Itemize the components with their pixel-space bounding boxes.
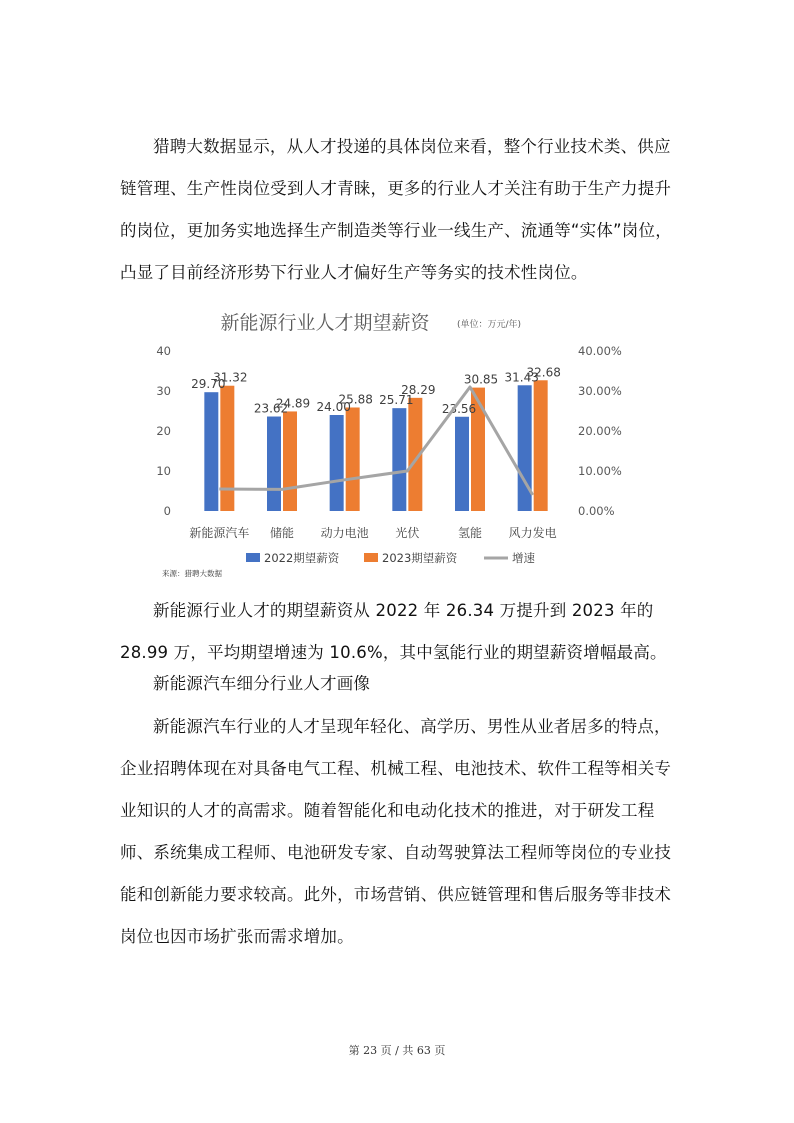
chart-source: 来源：猎聘大数据 [162,569,222,578]
y-tick-label: 20 [156,424,171,438]
bar-2022 [392,408,406,511]
x-tick-label: 氢能 [457,526,483,540]
bar-data-label: 28.29 [401,382,436,397]
bar-2023 [534,380,548,511]
bar-data-label: 24.00 [316,400,351,414]
bar-data-label: 25.71 [379,393,414,408]
bar-2022 [204,392,218,511]
bar-2022 [267,417,281,511]
bar-data-label: 29.70 [191,377,226,392]
legend-label: 2023期望薪资 [382,551,458,565]
bar-data-labels [191,365,561,415]
bar-data-label: 23.62 [253,401,289,416]
chart-title: 新能源行业人才期望薪资 [220,312,430,334]
y-axis-left [156,344,171,518]
bar-2022 [330,415,344,511]
chart-unit-note: (单位：万元/年) [457,320,522,330]
bar-2023 [220,386,234,511]
y2-tick-label: 10.00% [578,464,622,478]
paragraph-job-preference: 猎聘大数据显示，从人才投递的具体岗位来看，整个行业技术类、供应链管理、生产性岗位受到人才青睐，更多的行业人才关注有助于生产力提升的岗位，更加务实地选择生产制造类等行业一线生产、流通等“实体”岗位，凸显了目前经济形势下行业人才偏好生产等务实的技术性岗位。 [120,137,672,282]
bar-data-label: 30.85 [463,372,499,387]
bar-data-label: 25.88 [338,392,373,407]
x-tick-label: 光伏 [395,526,420,540]
legend-label: 2022期望薪资 [264,551,340,565]
y-tick-label: 0 [163,504,171,518]
chart-legend [246,551,535,565]
y2-tick-label: 20.00% [578,424,622,438]
paragraph-subheading: 新能源汽车细分行业人才画像 [153,674,371,693]
y2-tick-label: 30.00% [578,384,622,398]
x-tick-label: 动力电池 [320,526,369,540]
bar-2023 [346,407,360,511]
page-footer: 第 23 页 / 共 63 页 [348,1044,446,1057]
y2-tick-label: 40.00% [578,344,622,358]
salary-chart-svg [150,300,622,585]
bar-data-label: 32.68 [526,365,561,380]
paragraph-ev-talent: 新能源汽车行业的人才呈现年轻化、高学历、男性从业者居多的特点，企业招聘体现在对具备电气工程、机械工程、电池技术、软件工程等相关专业知识的人才的高需求。随着智能化和电动化技术的推进，对于研发工程师、系统集成工程师、电池研发专家、自动驾驶算法工程师等岗位的专业技能和创新能力要求较高。此外，市场营销、供应链管理和售后服务等非技术岗位也因市场扩张而需求增加。 [120,717,672,946]
x-tick-label: 风力发电 [508,526,557,540]
bar-2022 [455,417,469,511]
bar-2023 [283,411,297,511]
paragraph-salary-summary: 新能源行业人才的期望薪资从 2022 年 26.34 万提升到 2023 年的 28.99 万，平均期望增速为 10.6%，其中氢能行业的期望薪资增幅最高。 [120,601,667,662]
bar-data-label: 24.89 [275,396,311,411]
salary-chart [150,300,622,585]
y2-tick-label: 0.00% [578,504,615,518]
legend-swatch [246,553,260,562]
x-tick-label: 新能源汽车 [189,526,250,540]
legend-swatch [364,553,378,562]
y-axis-right [578,344,622,518]
y-tick-label: 40 [156,344,171,358]
legend-label: 增速 [512,551,535,565]
y-tick-label: 10 [156,464,171,478]
bar-data-label: 23.56 [441,401,477,416]
bar-data-label: 31.32 [213,370,248,385]
x-tick-label: 储能 [269,526,295,540]
y-tick-label: 30 [156,384,171,398]
bar-series [204,380,547,511]
bar-data-label: 31.43 [504,370,539,385]
x-axis [189,525,556,540]
